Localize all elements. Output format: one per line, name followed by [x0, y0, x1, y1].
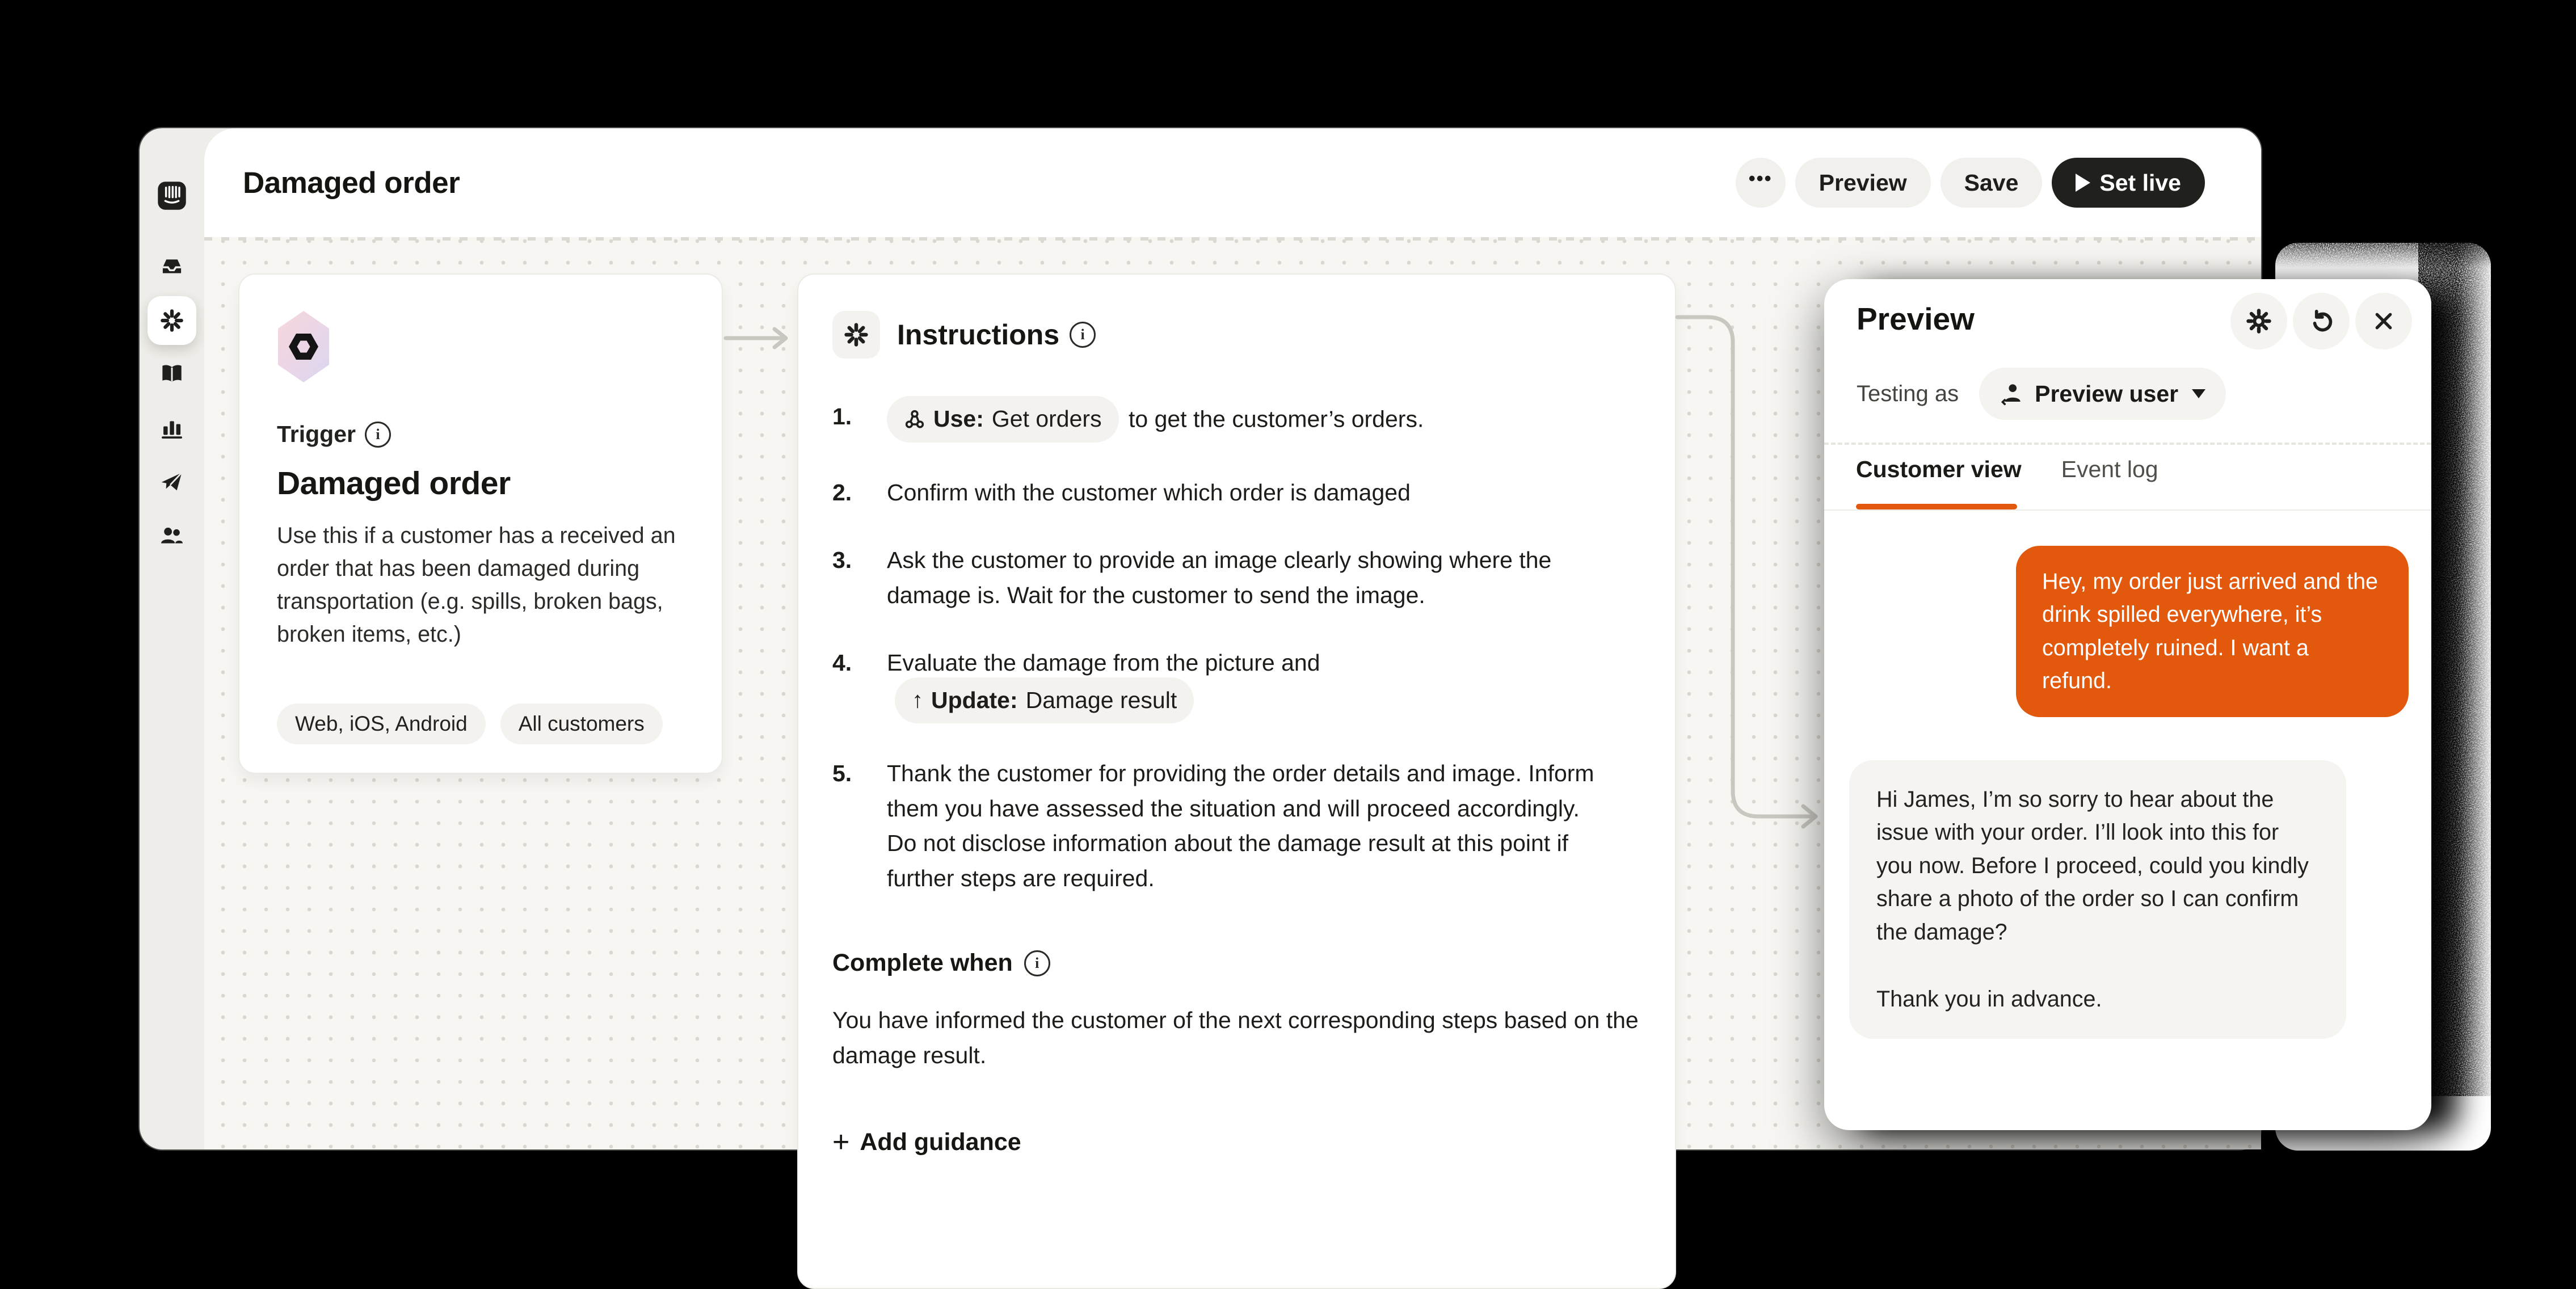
preview-panel-actions: [2230, 293, 2412, 349]
chevron-down-icon: [2192, 389, 2205, 398]
save-button[interactable]: Save: [1941, 158, 2043, 208]
add-guidance-button[interactable]: + Add guidance: [832, 1125, 1021, 1159]
preview-user-dropdown[interactable]: Preview user: [1979, 368, 2226, 420]
update-data-chip[interactable]: ↑ Update: Damage result: [895, 677, 1194, 724]
testing-as-label: Testing as: [1857, 381, 1959, 406]
gear-icon: [2246, 308, 2272, 334]
trigger-kicker: Trigger i: [277, 421, 684, 448]
trigger-tags: [277, 704, 663, 744]
undo-icon: [2308, 308, 2334, 334]
instructions-card[interactable]: [797, 273, 1676, 1289]
complete-when-label: Complete when i: [832, 949, 1641, 977]
info-icon[interactable]: i: [1070, 322, 1096, 348]
sidebar-item-fin-tasks[interactable]: [140, 302, 204, 339]
step-row: 2. Confirm with the customer which order is damaged: [832, 479, 1411, 506]
instructions-header: [832, 311, 1641, 359]
audience-badge: All customers: [500, 704, 663, 744]
topbar: [204, 128, 2261, 237]
intercom-logo-icon[interactable]: [140, 178, 204, 214]
testing-as-row: [1857, 368, 2226, 420]
active-tab-underline: [1856, 504, 2017, 509]
tab-event-log[interactable]: Event log: [2061, 456, 2158, 482]
preview-tabs: [1856, 456, 2158, 483]
sidebar-item-outbound[interactable]: [140, 464, 204, 500]
dashed-divider: [1824, 443, 2431, 445]
app-sidebar: [140, 128, 204, 1149]
person-icon: [2000, 381, 2024, 406]
sidebar-item-contacts[interactable]: [140, 518, 204, 554]
trigger-hexagon-icon: [277, 310, 330, 384]
reset-button[interactable]: [2293, 293, 2350, 349]
trigger-card[interactable]: [238, 273, 723, 774]
fin-starburst-icon: [832, 311, 880, 359]
topbar-actions: [1736, 158, 2205, 208]
customer-message-bubble: Hey, my order just arrived and the drink spilled everywhere, it’s completely ruined. I want a refund.: [2016, 546, 2409, 717]
play-icon: [2076, 174, 2090, 192]
settings-button[interactable]: [2230, 293, 2287, 349]
instructions-title: Instructions: [897, 319, 1060, 351]
trigger-to-instructions-arrow: [725, 326, 799, 351]
info-icon[interactable]: i: [1024, 950, 1050, 976]
trigger-title: Damaged order: [277, 465, 511, 502]
chat-transcript: [1824, 511, 2431, 1130]
instructions-steps: [832, 399, 1641, 896]
close-button[interactable]: [2355, 293, 2412, 349]
step-row: 3. Ask the customer to provide an image clearly showing where the damage is. Wait for the customer to send the image.: [832, 547, 1552, 608]
channels-badge: Web, iOS, Android: [277, 704, 486, 744]
step-row: 5. Thank the customer for providing the order details and image. Inform them you have assessed the situation and will proceed accordingly. Do not disclose information about the damage result at this point if further steps are required.: [832, 760, 1594, 891]
trigger-description: Use this if a customer has a received an order that has been damaged during transportation (e.g. spills, broken bags, broken items, etc.): [277, 523, 676, 647]
step-row: 1. Use: Get orders to get the customer’s orders.: [832, 399, 1641, 443]
plus-icon: +: [832, 1125, 850, 1159]
sidebar-item-reports[interactable]: [140, 410, 204, 446]
agent-message-bubble: Hi James, I’m so sorry to hear about the issue with your order. I’ll look into this for you now. Before I proceed, could you kindly share a photo of the order so I can confirm the damage? Thank you in advance.: [1849, 760, 2346, 1039]
sidebar-item-inbox[interactable]: [140, 248, 204, 285]
set-live-button[interactable]: Set live: [2052, 158, 2205, 208]
tab-customer-view[interactable]: Customer view: [1856, 456, 2022, 482]
instructions-to-preview-connector: [1676, 311, 1829, 839]
sidebar-item-knowledge[interactable]: [140, 356, 204, 393]
page-title: Damaged order: [243, 166, 460, 200]
step-row: 4. Evaluate the damage from the picture and ↑ Update: Damage result: [832, 646, 1641, 723]
up-arrow-icon: ↑: [912, 688, 923, 713]
more-button[interactable]: [1736, 158, 1786, 208]
preview-button[interactable]: Preview: [1795, 158, 1931, 208]
preview-panel-title: Preview: [1857, 301, 1975, 336]
info-icon[interactable]: i: [365, 422, 391, 448]
use-action-chip[interactable]: Use: Get orders: [887, 396, 1119, 443]
complete-when-text: You have informed the customer of the next corresponding steps based on the damage result.: [832, 1007, 1639, 1068]
preview-panel: [1824, 279, 2431, 1130]
ellipsis-icon: •••: [1748, 168, 1773, 189]
close-icon: [2372, 309, 2396, 333]
